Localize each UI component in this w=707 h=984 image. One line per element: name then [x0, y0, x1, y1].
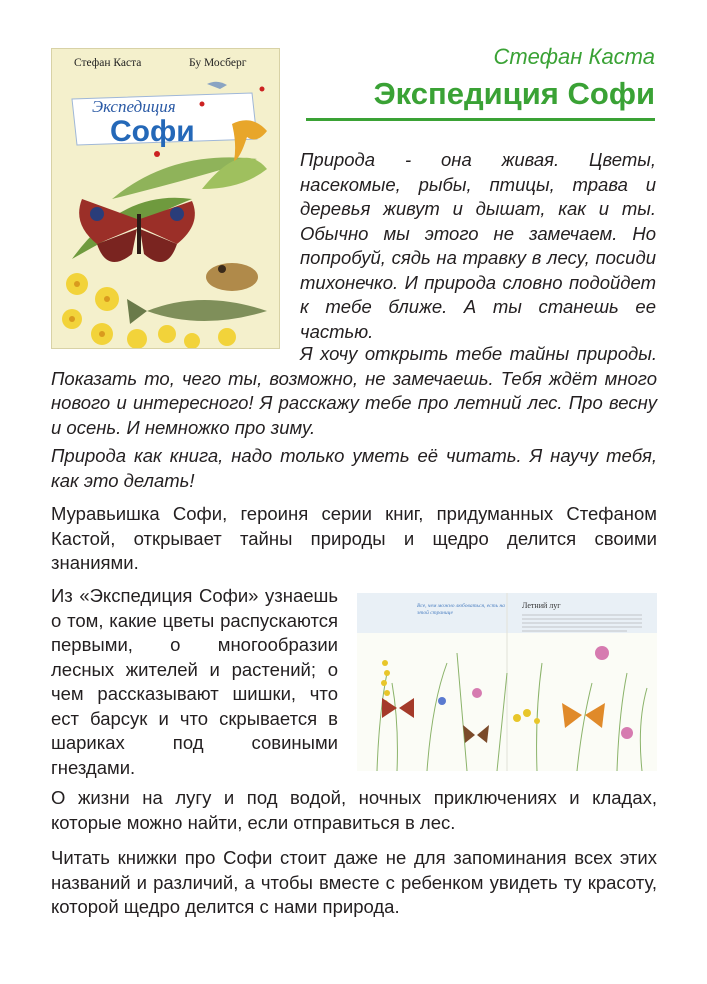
meadow-illustration [357, 593, 657, 771]
intro-paragraph: Природа - она живая. Цветы, насекомые, рыбы, птицы, трава и деревья живут и дышат, как и ты. Обычно мы этого не замечаем. Но попробуй, сядь на травку в лесу, посиди тихонечко. И природа словно подойдет к тебе ближе. А ты станешь ее частью. [300, 149, 656, 342]
description-paragraph-3: Читать книжки про Софи стоит даже не для запоминания всех этих названий и различий, а чтобы вместе с ребенком увидеть ту красоту, которой щедро делится с нами природа. [51, 847, 657, 917]
description-paragraph-2: Из «Экспедиция Софи» узнаешь о том, какие цветы распускаются первыми, о многообразии лесных жителей и растений; о чем рассказывают шишки, что ест барсук и что скрывается в шариках под совиными гнездами. [51, 585, 338, 778]
description-paragraph-2-continued: О жизни на лугу и под водой, ночных приключениях и кладах, которые можно найти, если отправиться в лес. [51, 787, 657, 833]
quote-paragraph-3: Природа как книга, надо только уметь её читать. Я научу тебя, как это делать! [51, 445, 657, 491]
book-title: Экспедиция Софи [373, 76, 655, 111]
cover-illustration [52, 49, 279, 348]
spread-title: Летний луг [522, 601, 561, 610]
title-divider [306, 118, 655, 121]
description-paragraph-1: Муравьишка Софи, героиня серии книг, придуманных Стефаном Кастой, открывает тайны природы и щедро делится своими знаниями. [51, 503, 657, 573]
cover-author-left: Стефан Каста [74, 57, 142, 69]
quote-paragraph-2: Я хочу открыть тебе тайны природы. Показать то, чего ты, возможно, не замечаешь. Тебя ждёт много нового и интересного! Я расскажу тебе про летний лес. Про весну и осень. И немножко про зиму. [51, 343, 657, 438]
cover-title-line2: Софи [110, 115, 195, 148]
book-cover [51, 48, 280, 349]
book-spread-image [357, 593, 657, 771]
author-name: Стефан Каста [493, 44, 655, 69]
cover-title-line1: Экспедиция [92, 97, 176, 116]
cover-author-right: Бу Мосберг [189, 57, 247, 69]
spread-note: Все, чем можно любоваться, есть на этой странице [417, 603, 505, 616]
